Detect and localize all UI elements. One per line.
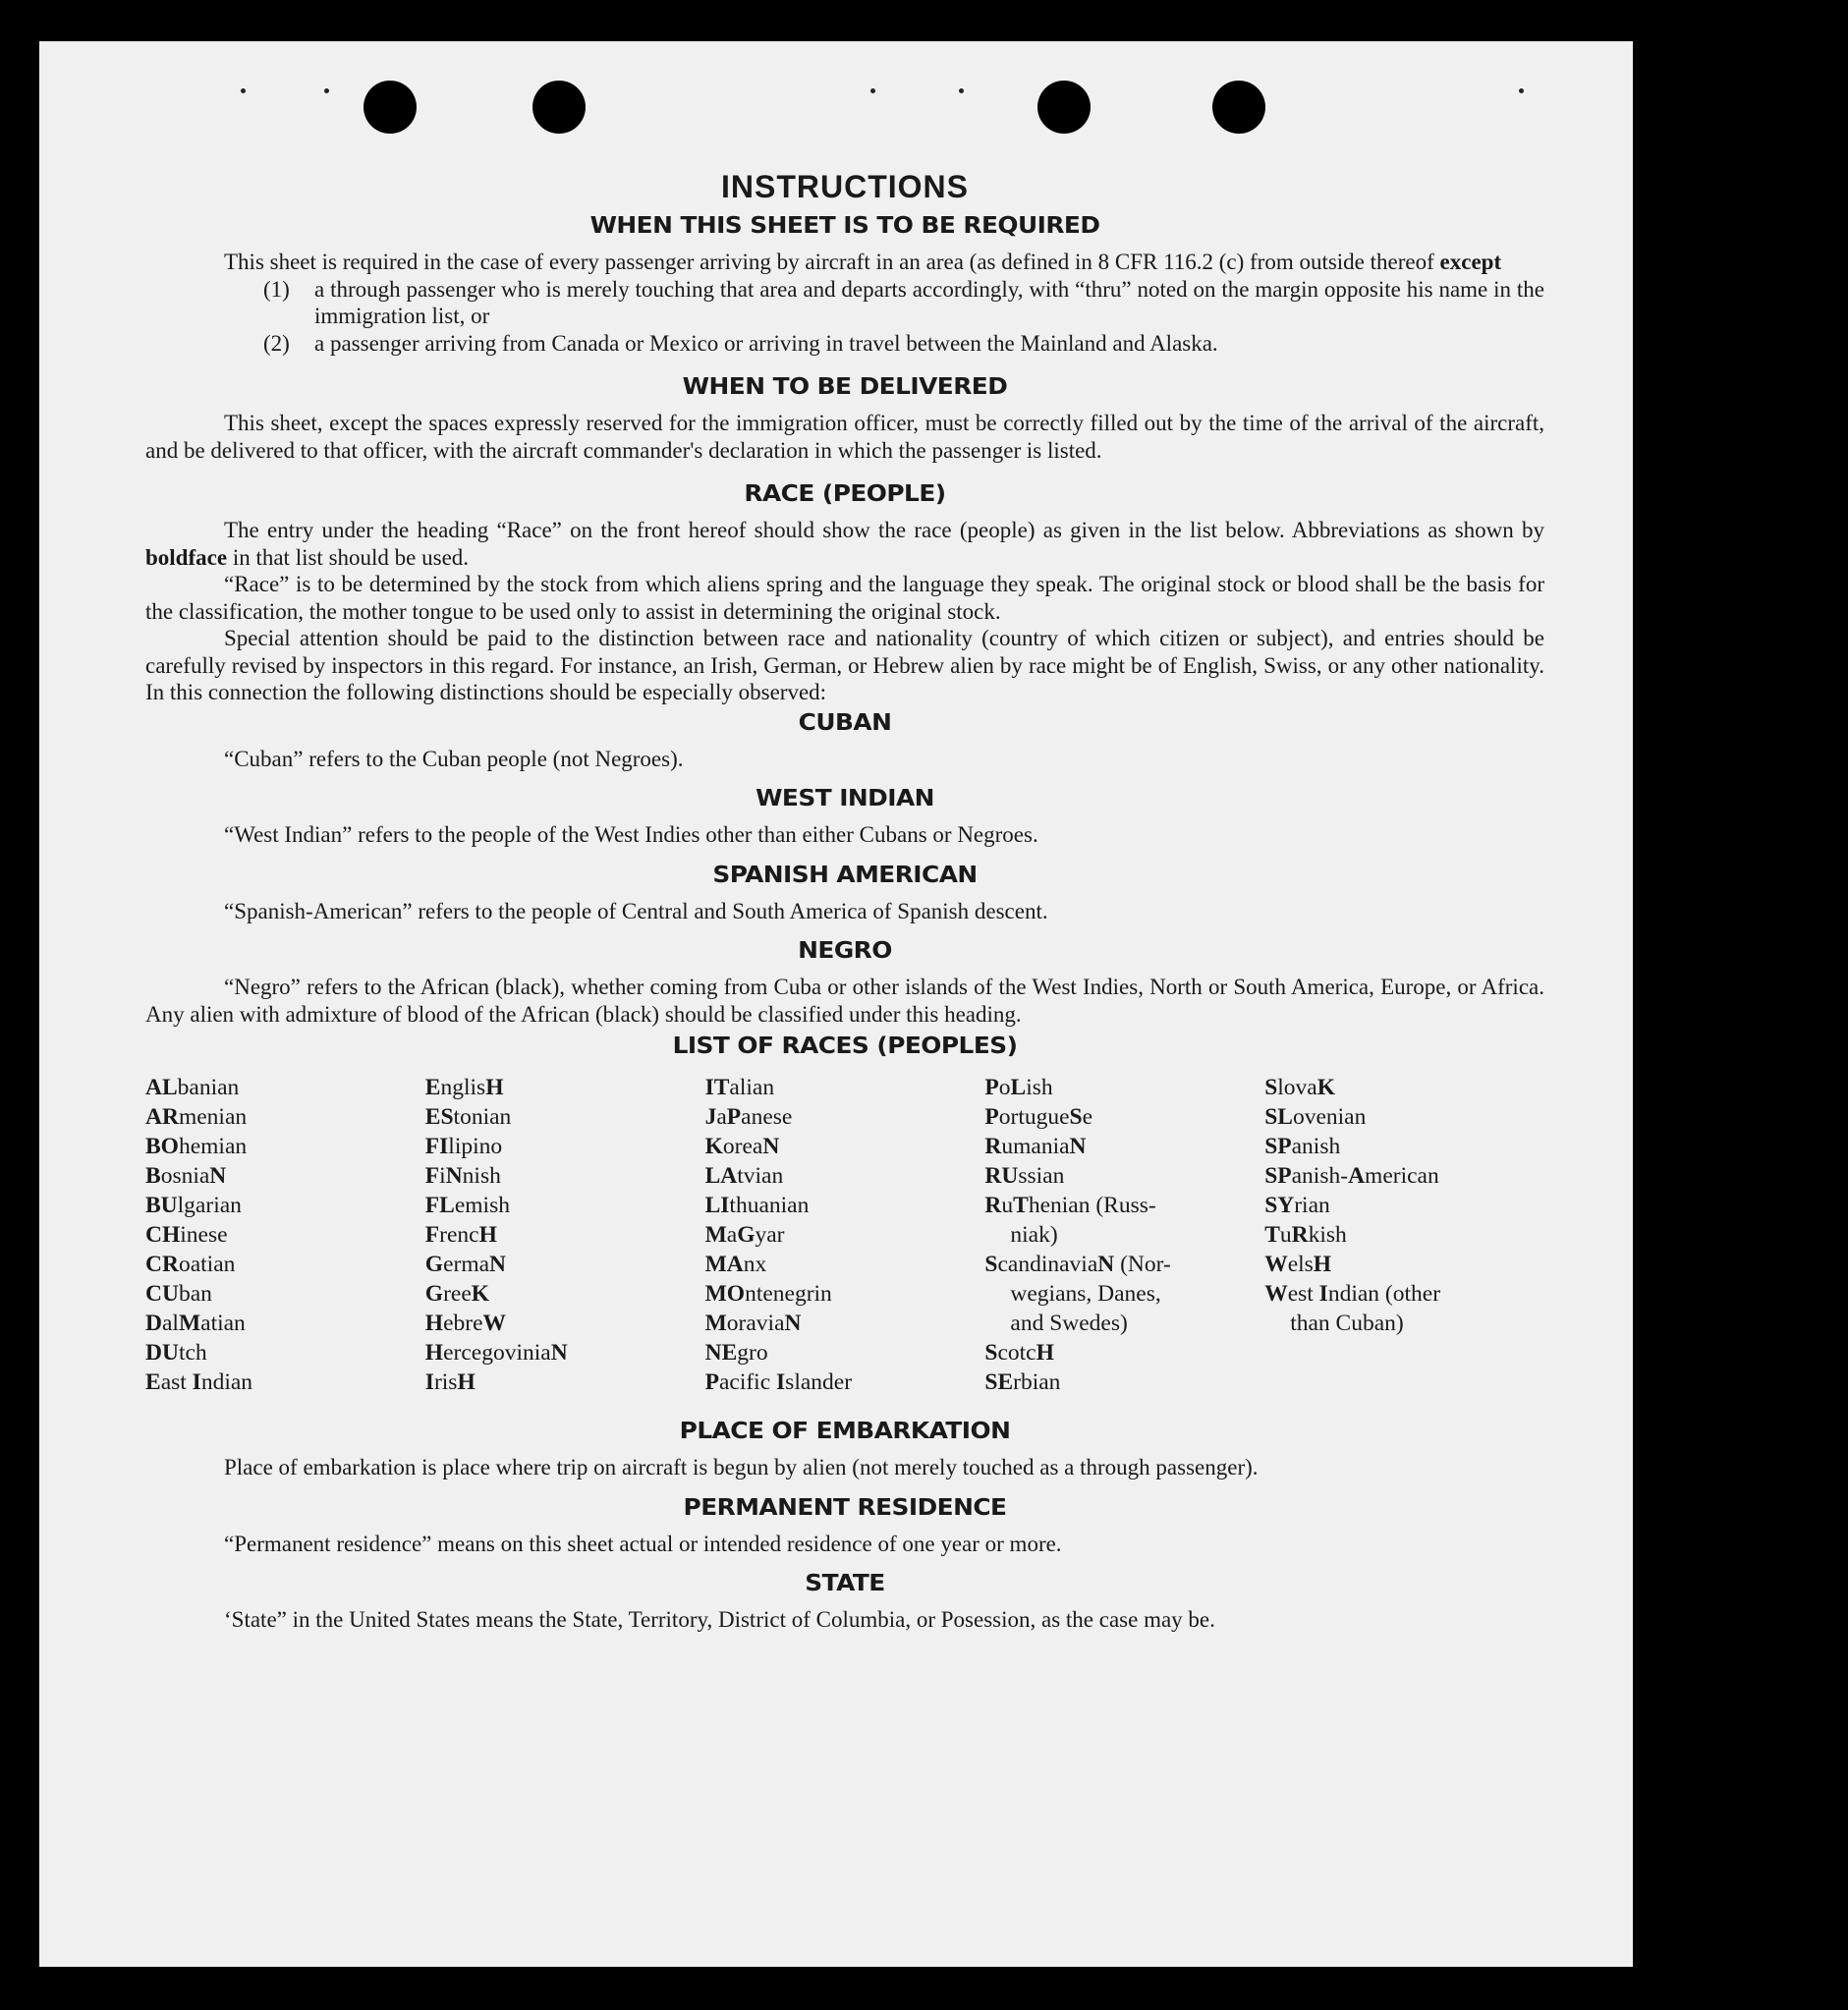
race-entry [425,1309,705,1338]
race-text: P [704,1369,719,1395]
negro-text: “Negro” refers to the African (black), whether coming from Cuba or other islands of the West Indies, North or South America, Europe, or Africa. Any alien with admixture of blood of the African (black) should be classified under this heading. [145,975,1544,1027]
race-text: ES [424,1104,454,1130]
race-text: I [776,1369,786,1395]
race-entry [425,1073,705,1102]
race-column [705,1073,985,1397]
race-text: al [161,1311,179,1336]
required-intro: This sheet is required in the case of every passenger arriving by aircraft in an area (as defined in 8 CFR 116.2 (c) from outside thereof except [224,250,1502,274]
race-entry [705,1309,985,1338]
race-text: W [1264,1281,1288,1307]
race-text: MO [704,1281,746,1307]
race-text: LI [704,1193,730,1218]
race-entry [705,1338,985,1368]
race-text: P [984,1104,999,1130]
race-entry [145,1191,425,1220]
race-text: N [445,1163,463,1189]
race-entry [1264,1132,1544,1161]
race-text: K [471,1281,490,1307]
race-text: FL [424,1193,455,1218]
race-entry [425,1191,705,1220]
race-paragraph-1: The entry under the heading “Race” on the front hereof should show the race (people) as given in the list below. Abbreviations as shown by boldface in that list should be used. [145,518,1544,570]
race-text: oravia [726,1311,785,1336]
race-text: osnia [160,1163,210,1189]
race-text: MA [704,1252,744,1277]
race-text: ebre [443,1311,483,1336]
heading-when-required: WHEN THIS SHEET IS TO BE REQUIRED [589,213,1100,239]
race-text: ast [160,1369,193,1395]
race-text: ndian (other [1327,1281,1441,1307]
race-text: I [1318,1281,1328,1307]
race-text: ssian [1018,1163,1065,1189]
race-text: e [1082,1104,1093,1130]
race-text: M [704,1311,727,1336]
heading-race: RACE (PEOPLE) [744,481,946,507]
race-text: alian [729,1075,775,1100]
race-entry [984,1073,1264,1102]
race-text: ovenian [1292,1104,1367,1130]
race-text: CU [145,1281,179,1307]
heading-embarkation: PLACE OF EMBARKATION [679,1419,1011,1444]
race-text: menian [178,1104,248,1130]
race-text: H [424,1311,444,1336]
race-text: B [145,1163,161,1189]
race-entry [705,1132,985,1161]
race-text: S [1264,1075,1278,1100]
race-text: slander [785,1369,853,1395]
race-entry [705,1161,985,1191]
embarkation-text: Place of embarkation is place where trip on aircraft is begun by alien (not merely touched as a through passenger). [224,1455,1259,1480]
race-text: lova [1277,1075,1317,1100]
race-text: H [1036,1340,1054,1366]
race-text: nish [462,1163,501,1189]
race-entry [425,1220,705,1250]
race-entry [984,1161,1264,1191]
race-entry [984,1250,1264,1279]
race-text: FI [424,1134,449,1159]
race-text: G [737,1222,756,1248]
race-text: BO [145,1134,179,1159]
race-entry [984,1132,1264,1161]
race-text: I [192,1369,201,1395]
race-text: anese [741,1104,793,1130]
race-text: (Nor- [1114,1252,1171,1277]
race-text: lgarian [177,1193,242,1218]
race-entry [1264,1250,1544,1279]
race-text: I [424,1369,434,1395]
race-text: tvian [737,1163,784,1189]
race-text: F [424,1163,440,1189]
race-text: N [1097,1252,1115,1277]
speck [241,88,246,93]
race-text: ntenegrin [745,1281,832,1307]
race-column [1264,1073,1544,1397]
race-text: P [984,1075,999,1100]
race-text: N [209,1163,227,1189]
race-text: R [1291,1222,1309,1248]
race-text: acific [718,1369,777,1395]
race-entry [705,1102,985,1132]
race-text: tonian [453,1104,512,1130]
race-text: E [424,1075,441,1100]
race-text: K [1316,1075,1336,1100]
race-text: W [1264,1252,1288,1277]
race-text: M [178,1311,201,1336]
race-entry [145,1102,425,1132]
race-text: tch [178,1340,207,1366]
race-entry [145,1368,425,1397]
race-text: S [1069,1104,1083,1130]
exception-item-1: (1) a through passenger who is merely touching that area and departs accordingly, with “thru” noted on the margin opposite his name in the immigration list, or [263,276,1544,328]
heading-negro: NEGRO [798,938,892,964]
race-text: and Swedes) [1010,1311,1128,1336]
race-text: banian [177,1075,240,1100]
race-text: T [1013,1193,1029,1218]
race-text: est [1287,1281,1319,1307]
race-entry [425,1279,705,1309]
race-entry [425,1338,705,1368]
race-text: nglis [440,1075,486,1100]
race-text: ree [443,1281,472,1307]
punch-hole-3 [1037,81,1091,134]
race-entry [145,1161,425,1191]
race-text: nx [743,1252,767,1277]
race-entry [145,1309,425,1338]
race-text: SY [1264,1193,1295,1218]
race-text: orea [722,1134,763,1159]
race-text: SP [1264,1163,1292,1189]
race-text: RU [984,1163,1019,1189]
race-entry [705,1279,985,1309]
race-entry [984,1279,1264,1309]
race-text: CR [145,1252,179,1277]
race-text: A [1348,1163,1366,1189]
delivered-text: This sheet, except the spaces expressly reserved for the immigration officer, must be correctly filled out by the time of the arrival of the aircraft, and be delivered to that officer, with the aircraft commander's declaration in which the passenger is listed. [145,411,1544,463]
race-text: E [145,1369,161,1395]
race-text: emish [454,1193,510,1218]
race-entry [145,1073,425,1102]
speck [1519,88,1524,93]
race-text: wegians, Danes, [1010,1281,1161,1307]
race-text: L [1010,1075,1027,1100]
race-entry [425,1161,705,1191]
race-entry [145,1132,425,1161]
race-entry [425,1250,705,1279]
race-text: thuanian [729,1193,810,1218]
race-text: ban [178,1281,212,1307]
race-text: N [1069,1134,1087,1159]
race-text: N [784,1311,802,1336]
race-text: NE [704,1340,738,1366]
race-entry [1264,1073,1544,1102]
residence-text: “Permanent residence” means on this sheet actual or intended residence of one year or more. [224,1531,1062,1556]
instructions-content [145,169,1544,1634]
race-text: T [1264,1222,1280,1248]
race-text: CH [145,1222,181,1248]
race-text: i [439,1163,446,1189]
heading-when-delivered: WHEN TO BE DELIVERED [682,374,1008,400]
race-text: ercegovinia [443,1340,551,1366]
race-text: renc [439,1222,479,1248]
race-text: atian [200,1311,246,1336]
heading-spanish-american: SPANISH AMERICAN [712,862,978,888]
race-text: merican [1365,1163,1439,1189]
race-text: cotc [997,1340,1036,1366]
race-entry [705,1191,985,1220]
race-text: a [726,1222,738,1248]
cuban-text: “Cuban” refers to the Cuban people (not Negroes). [224,746,684,771]
heading-cuban: CUBAN [798,709,892,736]
race-entry [984,1368,1264,1397]
west-indian-text: “West Indian” refers to the people of the West Indies other than either Cubans or Negroes. [224,822,1038,847]
race-entry [705,1250,985,1279]
race-text: P [726,1104,742,1130]
race-column [145,1073,425,1397]
race-entry [984,1338,1264,1368]
race-entry [984,1102,1264,1132]
race-entry [1264,1191,1544,1220]
race-text: H [1313,1252,1332,1277]
race-text: SL [1264,1104,1293,1130]
race-entry [1264,1161,1544,1191]
race-text: kish [1308,1222,1347,1248]
speck [324,88,329,93]
race-text: K [704,1134,723,1159]
race-text: gro [737,1340,768,1366]
race-text: H [424,1340,444,1366]
race-paragraph-3: Special attention should be paid to the distinction between race and nationality (country of which citizen or subject), and entries should be carefully revised by inspectors in this regard. For instance, an Irish, German, or Hebrew alien by race might be of English, Swiss, or any other nationality. In this connection the following distinctions should be especially observed: [145,626,1544,704]
race-text: o [998,1075,1011,1100]
race-text: yar [755,1222,785,1248]
race-text: W [482,1311,507,1336]
page-title: INSTRUCTIONS [721,169,969,204]
race-text: than Cuban) [1290,1311,1404,1336]
heading-west-indian: WEST INDIAN [756,786,934,811]
race-text: R [984,1193,1002,1218]
race-text: u [1001,1193,1014,1218]
race-text: N [550,1340,568,1366]
race-text: N [762,1134,780,1159]
speck [870,88,875,93]
race-text: LA [704,1163,738,1189]
race-text: candinavia [997,1252,1098,1277]
race-entry [705,1073,985,1102]
race-text: erma [443,1252,490,1277]
race-text: BU [145,1193,178,1218]
race-text: IT [704,1075,730,1100]
race-text: hemian [178,1134,248,1159]
race-entry [705,1368,985,1397]
race-text: ris [433,1369,458,1395]
punch-hole-1 [364,81,417,134]
race-text: u [1279,1222,1292,1248]
race-text: anish [1291,1134,1341,1159]
race-entry [1264,1220,1544,1250]
race-entry [145,1338,425,1368]
race-entry [145,1220,425,1250]
race-text: inese [180,1222,228,1248]
race-text: S [984,1252,998,1277]
race-entry [425,1368,705,1397]
race-text: DU [145,1340,179,1366]
race-text: rian [1294,1193,1330,1218]
race-entry [425,1132,705,1161]
race-text: lipino [448,1134,503,1159]
race-entry [984,1309,1264,1338]
races-list [145,1073,1544,1397]
race-text: F [424,1222,440,1248]
race-text: M [704,1222,727,1248]
race-text: J [704,1104,717,1130]
race-text: ndian [200,1369,253,1395]
race-text: anish- [1291,1163,1349,1189]
race-text: rbian [1013,1369,1061,1395]
race-text: SE [984,1369,1014,1395]
heading-permanent-residence: PERMANENT RESIDENCE [683,1494,1007,1521]
state-text: ‘State” in the United States means the State, Territory, District of Columbia, or Posession, as the case may be. [224,1607,1215,1632]
speck [959,88,964,93]
race-text: AL [145,1075,178,1100]
race-text: G [424,1281,444,1307]
race-text: ish [1026,1075,1053,1100]
race-entry [705,1220,985,1250]
race-text: H [457,1369,476,1395]
race-text: oatian [178,1252,236,1277]
race-text: S [984,1340,998,1366]
race-entry [425,1102,705,1132]
race-text: henian (Russ- [1028,1193,1156,1218]
race-text: R [984,1134,1002,1159]
punch-hole-4 [1212,81,1265,134]
race-text: ortugue [998,1104,1070,1130]
race-text: G [424,1252,444,1277]
race-entry [145,1279,425,1309]
race-text: N [489,1252,507,1277]
heading-list-of-races: LIST OF RACES (PEOPLES) [672,1033,1018,1059]
race-text: els [1287,1252,1314,1277]
race-entry [145,1250,425,1279]
race-text: D [145,1311,162,1336]
race-text: AR [145,1104,179,1130]
document-sheet [39,41,1633,1967]
exception-item-2: (2) a passenger arriving from Canada or Mexico or arriving in travel between the Mainland and Alaska. [263,330,1218,356]
race-entry [1264,1279,1544,1309]
race-column [984,1073,1264,1397]
race-paragraph-2: “Race” is to be determined by the stock from which aliens spring and the language they speak. The original stock or blood shall be the basis for the classification, the mother tongue to be used only to assist in determining the original stock. [145,572,1544,624]
race-text: niak) [1010,1222,1058,1248]
punch-hole-2 [532,81,586,134]
heading-state: STATE [805,1571,885,1596]
spanish-american-text: “Spanish-American” refers to the people of Central and South America of Spanish descent. [224,898,1048,923]
race-entry [1264,1102,1544,1132]
race-text: a [716,1104,727,1130]
race-entry [984,1220,1264,1250]
race-text: H [485,1075,504,1100]
race-text: SP [1264,1134,1292,1159]
race-column [425,1073,705,1397]
race-entry [984,1191,1264,1220]
race-entry [1264,1309,1544,1338]
race-text: umania [1001,1134,1070,1159]
race-text: H [478,1222,497,1248]
